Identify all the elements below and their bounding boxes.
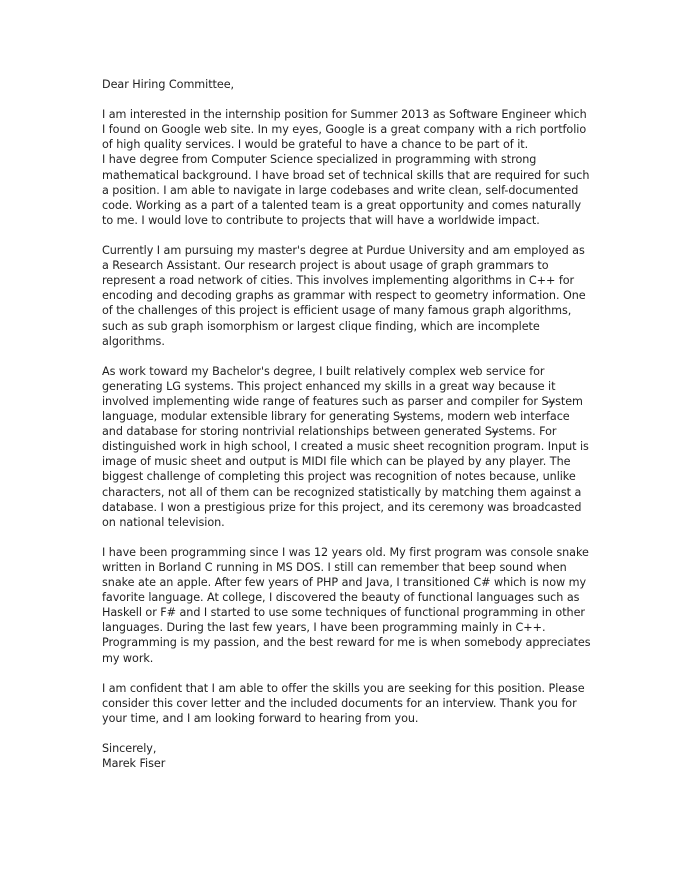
signature-name: Marek Fiser	[102, 757, 166, 771]
cover-letter	[102, 77, 592, 771]
spacer	[102, 349, 592, 364]
closing-salutation: Sincerely,	[102, 742, 157, 756]
paragraph-closing: I am confident that I am able to offer the skills you are seeking for this position. Please consider this cover letter and the included documents for an interview. Thank you for your time, and I am looking forward to hearing from you.	[102, 681, 585, 725]
spacer	[102, 228, 592, 243]
paragraph-programming: I have been programming since I was 12 years old. My first program was console snake written in Borland C running in MS DOS. I still can remember that beep sound when snake ate an apple. After few years of PHP and Java, I transitioned C# which is now my favorite language. At college, I discovered the beauty of functional languages such as Haskell or F# and I started to use some techniques of functional programming in other languages. During the last few years, I have been programming mainly in C++. Programming is my passion, and the best reward for me is when somebody appreciates my work.	[102, 545, 591, 665]
spacer	[102, 666, 592, 681]
salutation: Dear Hiring Committee,	[102, 78, 235, 91]
paragraph-skills: I have degree from Computer Science specialized in programming with strong mathematical background. I have broad set of technical skills that are required for such a position. I am able to navigate in large codebases and write clean, self-documented code. Working as a part of a talented team is a great opportunity and comes naturally to me. I would love to contribute to projects that will have a worldwide impact.	[102, 153, 590, 227]
paragraph-projects: As work toward my Bachelor's degree, I built relatively complex web service for generating LG systems. This project enhanced my skills in a great way because it involved implementing wide range of features such as parser and compiler for Sy̶stem language, modular extensible library for generating Sy̶stems, modern web interface and database for storing nontrivial relationships between generated Sy̶stems. For distinguished work in high school, I created a music sheet recognition program. Input is image of music sheet and output is MIDI file which can be played by any player. The biggest challenge of completing this project was recognition of notes because, unlike characters, not all of them can be recognized statistically by matching them against a database. I won a prestigious prize for this project, and its ceremony was broadcasted on national television.	[102, 364, 589, 529]
spacer	[102, 92, 592, 107]
spacer	[102, 726, 592, 741]
spacer	[102, 530, 592, 545]
paragraph-research: Currently I am pursuing my master's degree at Purdue University and am employed as a Research Assistant. Our research project is about usage of graph grammars to represent a road network of cities. This involves implementing algorithms in C++ for encoding and decoding graphs as grammar with respect to geometry information. One of the challenges of this project is efficient usage of many famous graph algorithms, such as sub graph isomorphism or largest clique finding, which are incomplete algorithms.	[102, 244, 586, 348]
paragraph-interest: I am interested in the internship position for Summer 2013 as Software Engineer which I found on Google web site. In my eyes, Google is a great company with a rich portfolio of high quality services. I would be grateful to have a chance to be part of it.	[102, 108, 587, 152]
